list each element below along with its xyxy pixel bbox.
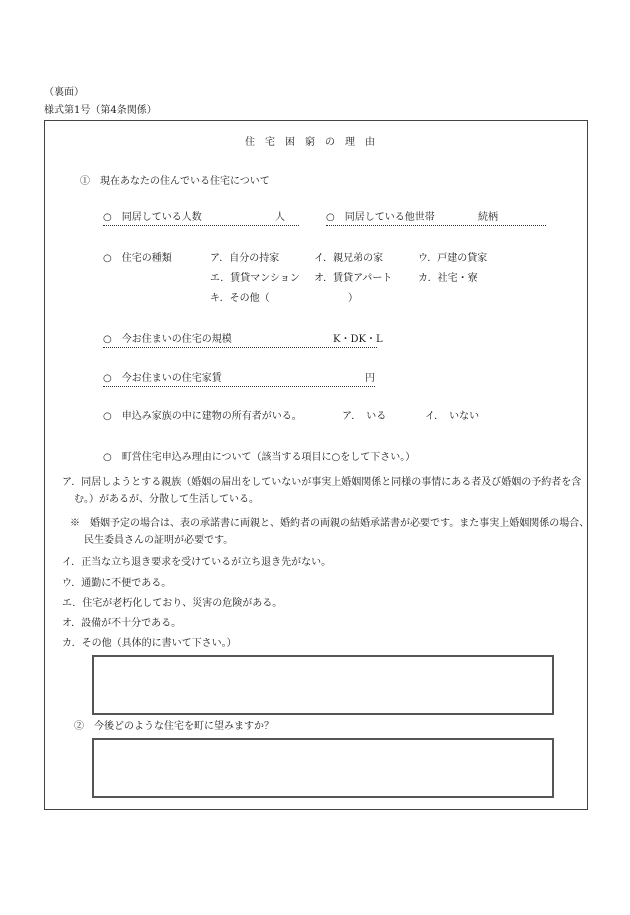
owner-yes-option[interactable]: ア． いる [342, 411, 387, 422]
housing-option-rental-house[interactable]: ウ．戸建の貸家 [418, 253, 488, 264]
housing-option-apartment[interactable]: オ．賃貸アパート [314, 273, 393, 284]
form-number: 様式第1号（第4条関係） [44, 105, 157, 116]
other-households-field[interactable] [326, 211, 546, 226]
form-title: 住宅困窮の理由 [245, 137, 385, 148]
reason-e[interactable]: エ．住宅が老朽化しており、災害の危険がある。 [62, 598, 283, 609]
section1-heading: ① 現在あなたの住んでいる住宅について [80, 176, 270, 187]
housing-option-family[interactable]: イ．親兄弟の家 [314, 253, 384, 264]
housing-option-mansion[interactable]: エ．賃貸マンション [210, 273, 300, 284]
housing-option-other-close: ） [348, 293, 358, 304]
layout-unit: K・DK・L [333, 334, 383, 345]
housing-option-own[interactable]: ア．自分の持家 [210, 253, 280, 264]
rent-label: ○ 今お住まいの住宅家賃 [103, 373, 222, 384]
owner-no-option[interactable]: イ． いない [425, 411, 480, 422]
reason-a[interactable]: ア．同居しようとする親族（婚姻の届出をしていないが事実上婚姻関係と同様の事情にある者及び婚姻の予約者を含む。）があるが、分散して生活している。 [62, 477, 582, 505]
layout-label: ○ 今お住まいの住宅の規模 [103, 334, 232, 345]
cohabit-count-unit: 人 [275, 212, 285, 223]
reason-label: ○ 町営住宅申込み理由について（該当する項目に○をして下さい。） [103, 452, 416, 463]
cohabit-count-label: ○ 同居している人数 [103, 212, 202, 223]
housing-type-label: ○ 住宅の種類 [103, 253, 172, 264]
rent-unit: 円 [365, 373, 375, 384]
reason-i[interactable]: イ．正当な立ち退き要求を受けているが立ち退き先がない。 [62, 557, 332, 568]
other-households-unit: 続柄 [478, 212, 498, 223]
section2-question: ② 今後どのような住宅を町に望みますか？ [74, 721, 274, 732]
reason-u[interactable]: ウ．通勤に不便である。 [62, 578, 172, 589]
cohabit-count-field[interactable] [103, 211, 299, 226]
other-reason-input[interactable] [92, 655, 554, 715]
desired-housing-input[interactable] [92, 738, 554, 798]
housing-option-other[interactable]: キ．その他（ [210, 293, 270, 304]
reason-note: ※ 婚姻予定の場合は、表の承諾書に両親と、婚約者の両親の結婚承諾書が必要です。また事実上婚姻関係の場合、民生委員さんの証明が必要です。 [70, 518, 590, 546]
other-households-label: ○ 同居している他世帯 [326, 212, 435, 223]
housing-option-company-housing[interactable]: カ．社宅・寮 [418, 273, 478, 284]
reverse-side-label: （裏面） [44, 87, 84, 98]
reason-ka[interactable]: カ．その他（具体的に書いて下さい。） [62, 638, 237, 649]
rent-field[interactable] [103, 372, 375, 387]
owner-label: ○ 申込み家族の中に建物の所有者がいる。 [103, 411, 302, 422]
layout-field[interactable] [103, 333, 383, 348]
reason-o[interactable]: オ．設備が不十分である。 [62, 618, 182, 629]
